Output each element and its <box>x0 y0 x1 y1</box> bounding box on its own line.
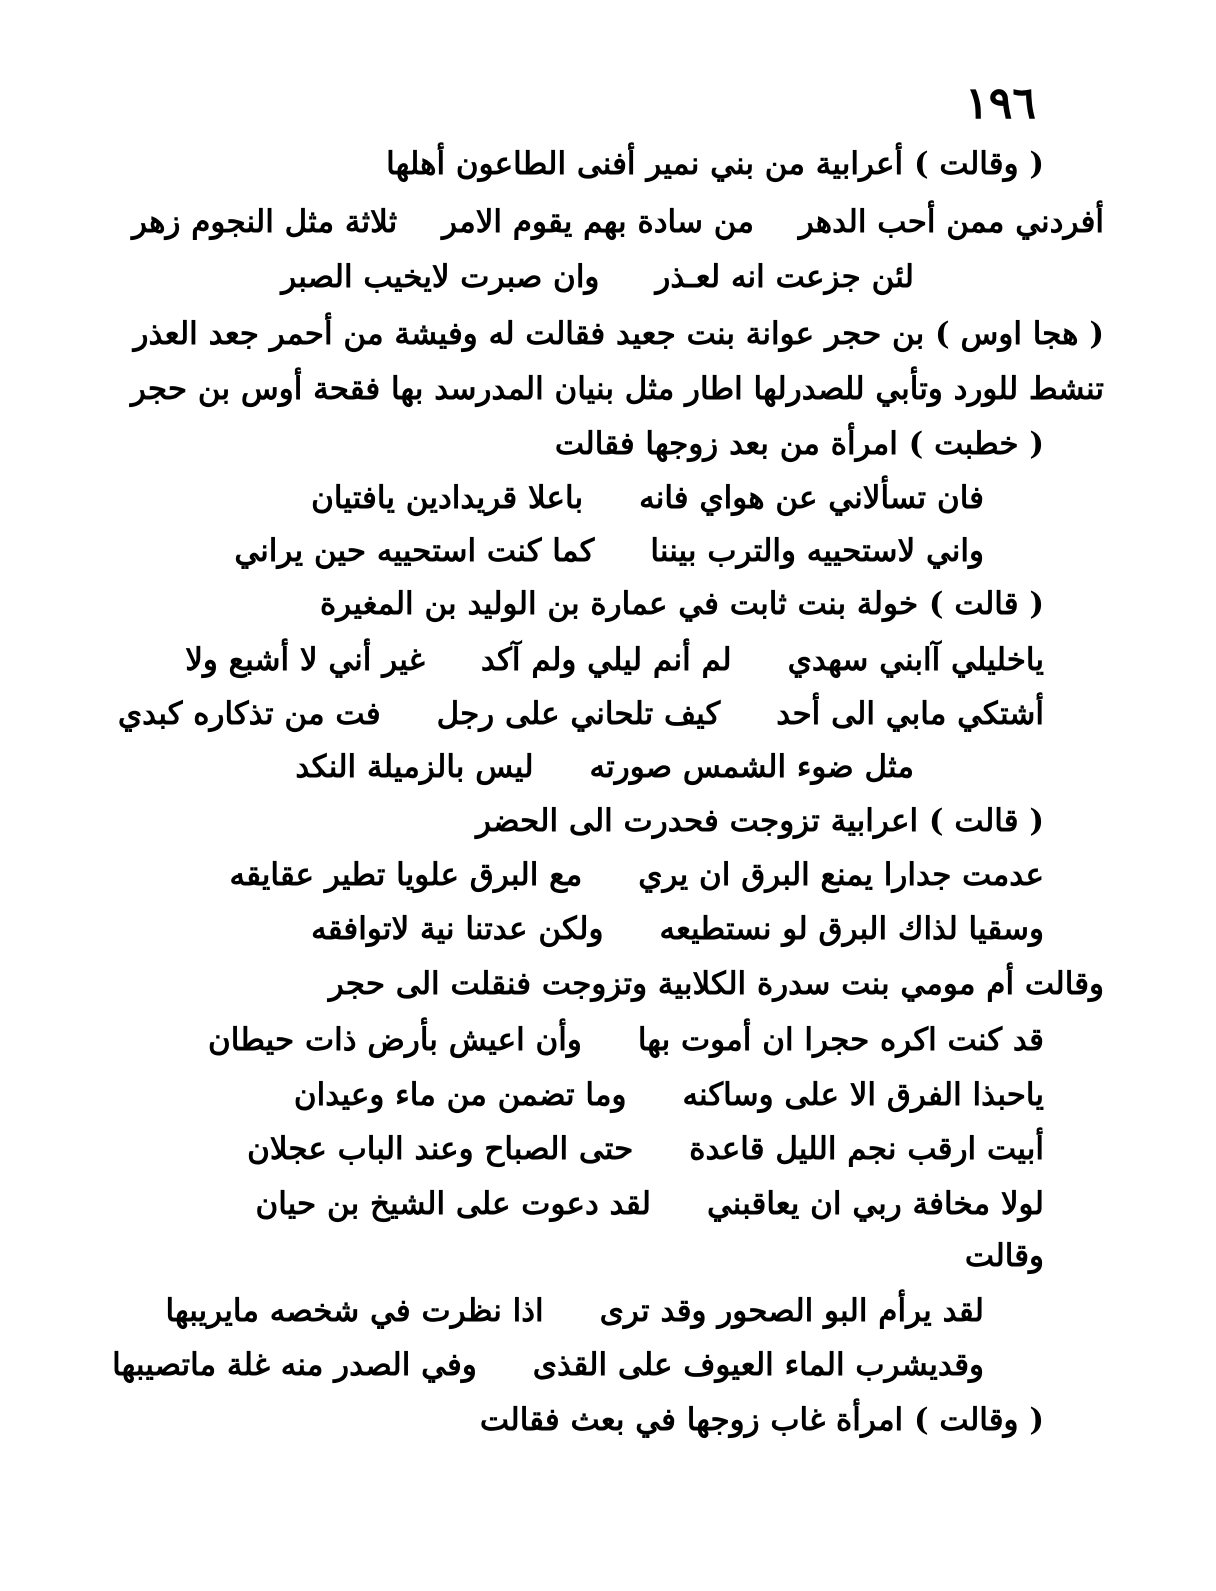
hemistich: قد كنت اكره حجرا ان أموت بها <box>637 1022 1044 1058</box>
verse-line-8 <box>234 527 984 579</box>
hemistich: واني لاستحييه والترب بيننا <box>650 533 984 569</box>
hemistich: فت من تذكاره كبدي <box>117 696 381 732</box>
verse-line-3 <box>281 253 914 305</box>
prose-line-9: ( قالت ) خولة بنت ثابت في عمارة بن الوليد بن المغيرة <box>320 586 1044 622</box>
prose-line-1: ( وقالت ) أعرابية من بني نمير أفنى الطاعون أهلها <box>386 146 1044 182</box>
hemistich: حتى الصباح وعند الباب عجلان <box>247 1131 634 1167</box>
hemistich: فان تسألاني عن هواي فانه <box>639 480 984 516</box>
hemistich: لولا مخافة ربي ان يعاقبني <box>706 1186 1044 1222</box>
verse-line-22 <box>165 1287 984 1339</box>
hemistich: مع البرق علويا تطير عقايقه <box>229 857 583 893</box>
hemistich: كما كنت استحييه حين يراني <box>234 533 595 569</box>
hemistich: وقديشرب الماء العيوف على القذى <box>532 1347 984 1383</box>
verse-line-11 <box>118 690 1044 742</box>
hemistich: وما تضمن من ماء وعيدان <box>293 1077 627 1113</box>
verse-line-2 <box>132 198 1104 250</box>
hemistich: سد بها فقحة أوس بن حجر <box>130 371 477 407</box>
hemistich: باعلا قريدادين يافتيان <box>311 480 584 516</box>
hemistich: لقد يرأم البو الصحور وقد ترى <box>599 1293 984 1329</box>
hemistich: أشتكي مابي الى أحد <box>776 696 1044 732</box>
prose-text: ( هجا اوس ) بن حجر عوانة بنت جعيد فقالت له وفيشة من أحمر جعد العذر <box>133 316 1104 352</box>
hemistich: لئن جزعت انه لعـذر <box>655 259 914 295</box>
hemistich: غير أني لا أشبع ولا <box>185 642 425 678</box>
prose-line-4 <box>132 310 1104 362</box>
hemistich: وأن اعيش بأرض ذات حيطان <box>208 1022 582 1058</box>
verse-line-23 <box>112 1341 984 1393</box>
prose-line-21: وقالت <box>964 1238 1044 1274</box>
hemistich: لها اطار مثل بنيان المدر <box>476 371 787 407</box>
hemistich: من سادة بهم يقوم الامر <box>442 204 754 240</box>
verse-line-5 <box>132 365 1104 417</box>
verse-line-19 <box>247 1125 1044 1177</box>
hemistich: وان صبرت لايخيب الصبر <box>281 259 600 295</box>
verse-line-7 <box>311 474 984 526</box>
prose-line-24: ( وقالت ) امرأة غاب زوجها في بعث فقالت <box>479 1402 1044 1438</box>
hemistich: عدمت جدارا يمنع البرق ان يري <box>638 857 1044 893</box>
hemistich: ليس بالزميلة النكد <box>295 749 534 785</box>
verse-line-14 <box>229 851 1044 903</box>
prose-line-6: ( خطبت ) امرأة من بعد زوجها فقالت <box>554 426 1044 462</box>
hemistich: تنشط للورد وتأبي للصدر <box>786 371 1104 407</box>
prose-line-13: ( قالت ) اعرابية تزوجت فحدرت الى الحضر <box>476 803 1044 839</box>
prose-line-16 <box>132 960 1104 1012</box>
hemistich: لم أنم ليلي ولم آكد <box>480 642 732 678</box>
hemistich: مثل ضوء الشمس صورته <box>589 749 914 785</box>
prose-text: وقالت أم مومي بنت سدرة الكلابية وتزوجت فنقلت الى حجر <box>328 966 1104 1002</box>
hemistich: وفي الصدر منه غلة ماتصيبها <box>112 1347 477 1383</box>
hemistich: أبيت ارقب نجم الليل قاعدة <box>689 1131 1044 1167</box>
hemistich: أفردني ممن أحب الدهر <box>798 204 1104 240</box>
hemistich: ياحبذا الفرق الا على وساكنه <box>682 1077 1044 1113</box>
verse-line-18 <box>294 1071 1044 1123</box>
verse-line-15 <box>311 905 1044 957</box>
hemistich: لقد دعوت على الشيخ بن حيان <box>255 1186 651 1222</box>
verse-line-10 <box>185 636 1044 688</box>
verse-line-12 <box>295 743 914 795</box>
hemistich: ياخليلي آابني سهدي <box>787 642 1044 678</box>
verse-line-17 <box>208 1016 1044 1068</box>
hemistich: اذا نظرت في شخصه مايريبها <box>165 1293 544 1329</box>
hemistich: ولكن عدتنا نية لاتوافقه <box>311 911 604 947</box>
hemistich: كيف تلحاني على رجل <box>436 696 721 732</box>
hemistich: ثلاثة مثل النجوم زهر <box>132 204 398 240</box>
hemistich: وسقيا لذاك البرق لو نستطيعه <box>659 911 1044 947</box>
verse-line-20 <box>255 1180 1044 1232</box>
page-number: ١٩٦ <box>965 78 1036 129</box>
